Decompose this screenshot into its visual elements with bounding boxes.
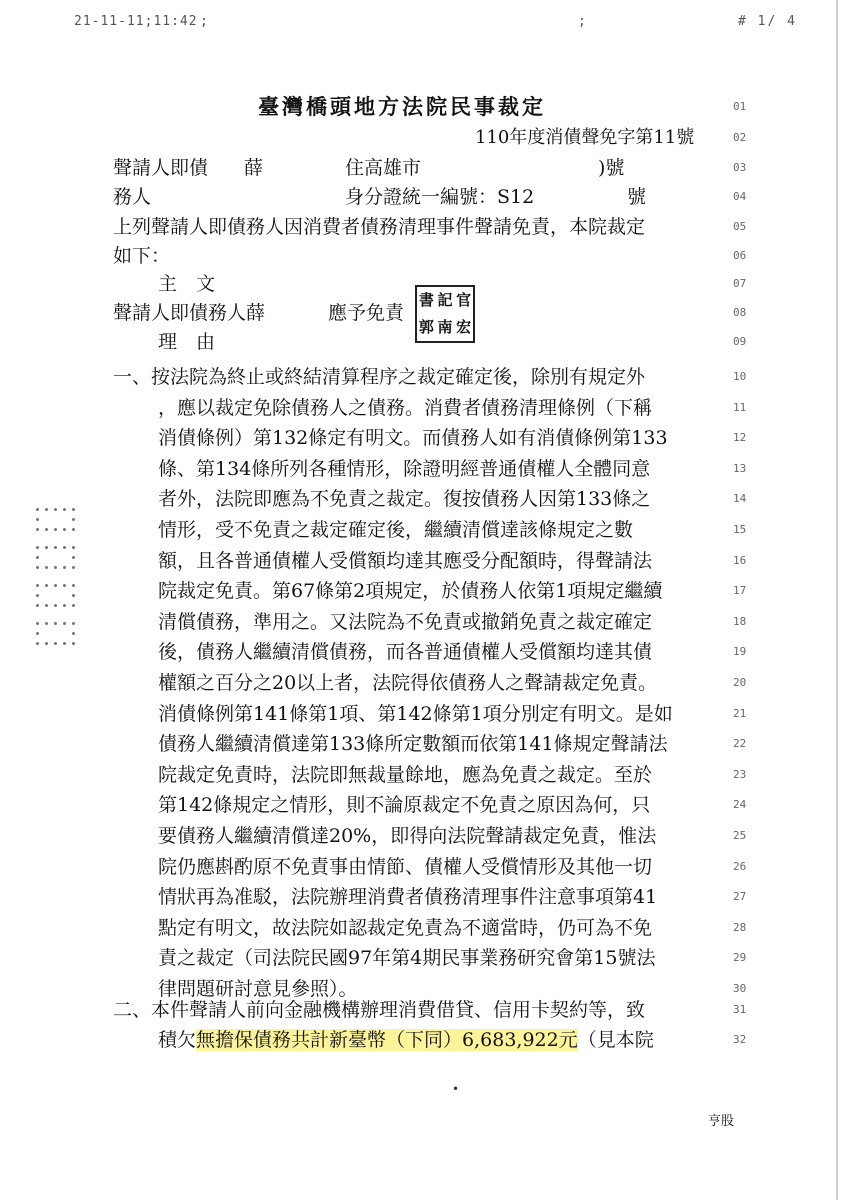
hole-dot <box>36 642 39 645</box>
hole-dot <box>36 546 39 549</box>
line-number: 13 <box>733 461 747 475</box>
hole-dot <box>36 508 39 511</box>
section1-text: 權額之百分之20以上者，法院得依債務人之聲請裁定免責。 <box>158 672 658 694</box>
line-number: 15 <box>733 523 747 536</box>
hole-dot <box>54 584 57 587</box>
line-number: 27 <box>733 890 747 904</box>
hole-dot <box>54 642 57 645</box>
doc-line <box>0 821 848 851</box>
line-number: 25 <box>733 829 747 842</box>
hole-dot <box>36 632 39 635</box>
hole-dot <box>72 528 75 531</box>
hole-dot <box>63 622 66 625</box>
hole-dot <box>54 622 57 625</box>
line-number: 20 <box>733 676 747 689</box>
section1-text: 債務人繼續清償達第133條所定數額而依第141條規定聲請法 <box>158 733 668 756</box>
party-id-end: 號 <box>627 186 647 208</box>
doc-line <box>0 182 848 212</box>
main-text: 聲請人即債務人薛 <box>113 302 266 324</box>
hole-dot <box>72 642 75 645</box>
footer-dot: • <box>452 1082 460 1096</box>
hole-dot <box>72 546 75 549</box>
doc-line <box>0 729 848 759</box>
hole-dot <box>54 546 57 549</box>
fax-separator: ; <box>578 14 586 29</box>
doc-line <box>0 92 848 122</box>
line-number: 23 <box>733 767 747 781</box>
binding-hole-marks <box>28 508 84 668</box>
doc-line <box>0 852 848 882</box>
doc-line <box>0 760 848 790</box>
hole-dot <box>36 584 39 587</box>
line-number: 17 <box>733 584 747 598</box>
section1-text: 情狀再為准駁，法院辦理消費者債務清理事件注意事項第41 <box>158 886 658 909</box>
line-number: 26 <box>733 859 747 873</box>
doc-line <box>0 1025 848 1055</box>
section1-text: 者外，法院即應為不免責之裁定。復按債務人因第133條之 <box>158 488 651 511</box>
hole-dot <box>36 622 39 625</box>
section1-text: 院仍應斟酌原不免責事由情節、債權人受償情形及其他一切 <box>158 855 653 878</box>
party-label-cont: 務人 <box>113 186 152 208</box>
doc-line <box>0 882 848 912</box>
doc-line <box>0 212 848 242</box>
line-number: 22 <box>733 737 747 751</box>
line-number: 06 <box>733 249 747 262</box>
hole-dot <box>54 604 57 607</box>
section1-text: 情形，受不免責之裁定確定後，繼續清償達該條規定之數 <box>158 519 634 541</box>
fax-header <box>0 14 848 34</box>
hole-dot <box>63 604 66 607</box>
line-number: 03 <box>733 161 747 174</box>
section1-text: 清償債務，準用之。又法院為不免責或撤銷免責之裁定確定 <box>158 610 653 633</box>
doc-line <box>0 484 848 514</box>
hole-dot <box>72 604 75 607</box>
line-number: 09 <box>733 335 747 348</box>
section1-text: 院裁定免責。第67條第2項規定，於債務人依第1項規定繼續 <box>158 580 663 603</box>
line-number: 04 <box>733 190 747 203</box>
doc-line <box>0 913 848 943</box>
hole-dot <box>54 528 57 531</box>
hole-dot <box>36 518 39 521</box>
hole-dot <box>36 556 39 559</box>
hole-dot <box>72 622 75 625</box>
seal-char: 宏 <box>456 318 472 336</box>
line-number: 18 <box>733 614 747 628</box>
section2-text-a: 積欠 <box>158 1029 197 1051</box>
doc-line <box>0 327 848 357</box>
hole-dot <box>45 604 48 607</box>
party-label: 聲請人即債 <box>113 157 209 179</box>
hole-dot <box>63 584 66 587</box>
doc-line <box>0 362 848 392</box>
hole-dot <box>72 594 75 597</box>
fax-datetime: 21-11-11;11:42 <box>74 14 198 29</box>
intro-text: 上列聲請人即債務人因消費者債務清理事件聲請免責，本院裁定 <box>113 216 646 238</box>
hole-dot <box>63 642 66 645</box>
line-number: 31 <box>733 1003 747 1016</box>
doc-line <box>0 454 848 484</box>
doc-line <box>0 515 848 545</box>
hole-dot <box>63 546 66 549</box>
party-id-label: 身分證統一編號：S12 <box>345 186 535 208</box>
hole-dot <box>45 622 48 625</box>
section1-text: 一、按法院為終止或終結清算程序之裁定確定後，除別有規定外 <box>113 366 646 388</box>
line-number: 12 <box>733 431 747 445</box>
line-number: 19 <box>733 645 747 659</box>
line-number: 01 <box>733 100 747 113</box>
section1-text: 消債條例第141條第1項、第142條第1項分別定有明文。是如 <box>158 702 673 725</box>
main-heading: 主 文 <box>158 273 216 295</box>
doc-line <box>0 790 848 820</box>
section1-text: 律問題研討意見參照）。 <box>158 978 358 1000</box>
line-number: 08 <box>733 306 747 319</box>
seal-char: 官 <box>456 291 472 309</box>
doc-line <box>0 995 848 1025</box>
hole-dot <box>63 566 66 569</box>
intro-text: 如下： <box>113 245 171 267</box>
hole-dot <box>45 566 48 569</box>
party-address-end: )號 <box>598 157 625 179</box>
highlighted-debt-amount: 無擔保債務共計新臺幣（下同）6,683,922元 <box>196 1029 578 1051</box>
doc-line <box>0 607 848 637</box>
hole-dot <box>72 632 75 635</box>
line-number: 07 <box>733 277 747 290</box>
hole-dot <box>45 642 48 645</box>
document-title: 臺灣橋頭地方法院民事裁定 <box>258 94 546 119</box>
doc-line <box>0 943 848 973</box>
hole-dot <box>63 528 66 531</box>
seal-char: 記 <box>437 291 453 309</box>
hole-dot <box>54 508 57 511</box>
line-number: 11 <box>733 400 747 414</box>
doc-line <box>0 393 848 423</box>
section1-text: 額，且各普通債權人受償額均達其應受分配額時，得聲請法 <box>158 549 653 572</box>
hole-dot <box>36 604 39 607</box>
section1-text: 消債條例）第132條定有明文。而債務人如有消債條例第133 <box>158 427 668 450</box>
doc-line <box>0 637 848 667</box>
hole-dot <box>72 518 75 521</box>
hole-dot <box>54 566 57 569</box>
doc-line <box>0 423 848 453</box>
doc-line <box>0 576 848 606</box>
seal-char: 書 <box>418 291 434 309</box>
doc-line <box>0 241 848 271</box>
main-text: 應予免責 <box>328 302 405 324</box>
line-number: 10 <box>733 370 747 383</box>
hole-dot <box>45 546 48 549</box>
hole-dot <box>36 566 39 569</box>
hole-dot <box>63 508 66 511</box>
footer-division-mark: 亨股 <box>708 1114 735 1129</box>
reason-heading: 理 由 <box>158 331 216 353</box>
doc-line <box>0 699 848 729</box>
line-number: 32 <box>733 1033 747 1046</box>
party-address: 住高雄市 <box>345 157 422 179</box>
hole-dot <box>72 508 75 511</box>
section1-text: 點定有明文，故法院如認裁定免責為不適當時，仍可為不免 <box>158 916 653 939</box>
section2-text: 二、本件聲請人前向金融機構辦理消費借貸、信用卡契約等，致 <box>113 999 646 1021</box>
doc-line <box>0 153 848 183</box>
doc-line <box>0 546 848 576</box>
line-number: 24 <box>733 798 747 812</box>
seal-char: 郭 <box>418 318 434 336</box>
hole-dot <box>45 528 48 531</box>
case-number: 110年度消債聲免字第11號 <box>475 127 695 148</box>
line-number: 29 <box>733 951 747 965</box>
hole-dot <box>72 556 75 559</box>
line-number: 21 <box>733 706 747 720</box>
section1-text: 第142條規定之情形，則不論原裁定不免責之原因為何，只 <box>158 794 651 817</box>
section1-text: ，應以裁定免除債務人之債務。消費者債務清理條例（下稱 <box>158 396 653 419</box>
hole-dot <box>72 566 75 569</box>
doc-line <box>0 668 848 698</box>
party-surname: 薛 <box>244 157 264 179</box>
section1-text: 後，債務人繼續清償債務，而各普通債權人受償額均達其債 <box>158 641 653 664</box>
fax-page-indicator: # 1/ 4 <box>738 14 797 29</box>
section1-text: 要債務人繼續清償達20%，即得向法院聲請裁定免責，惟法 <box>158 825 657 847</box>
line-number: 30 <box>733 982 747 995</box>
section1-text: 責之裁定（司法院民國97年第4期民事業務研究會第15號法 <box>158 947 656 970</box>
line-number: 02 <box>733 131 747 144</box>
section2-text-b: （見本院 <box>577 1029 654 1051</box>
hole-dot <box>36 528 39 531</box>
section2-text <box>158 1025 654 1055</box>
section1-text: 條、第134條所列各種情形，除證明經普通債權人全體同意 <box>158 457 651 480</box>
hole-dot <box>36 594 39 597</box>
line-number: 14 <box>733 492 747 506</box>
line-number: 16 <box>733 553 747 567</box>
line-number: 05 <box>733 220 747 233</box>
section1-text: 院裁定免責時，法院即無裁量餘地，應為免責之裁定。至於 <box>158 763 653 786</box>
hole-dot <box>45 584 48 587</box>
hole-dot <box>45 508 48 511</box>
doc-line <box>0 123 848 153</box>
hole-dot <box>72 584 75 587</box>
fax-separator: ; <box>200 14 208 29</box>
line-number: 28 <box>733 920 747 934</box>
seal-char: 南 <box>437 318 453 336</box>
